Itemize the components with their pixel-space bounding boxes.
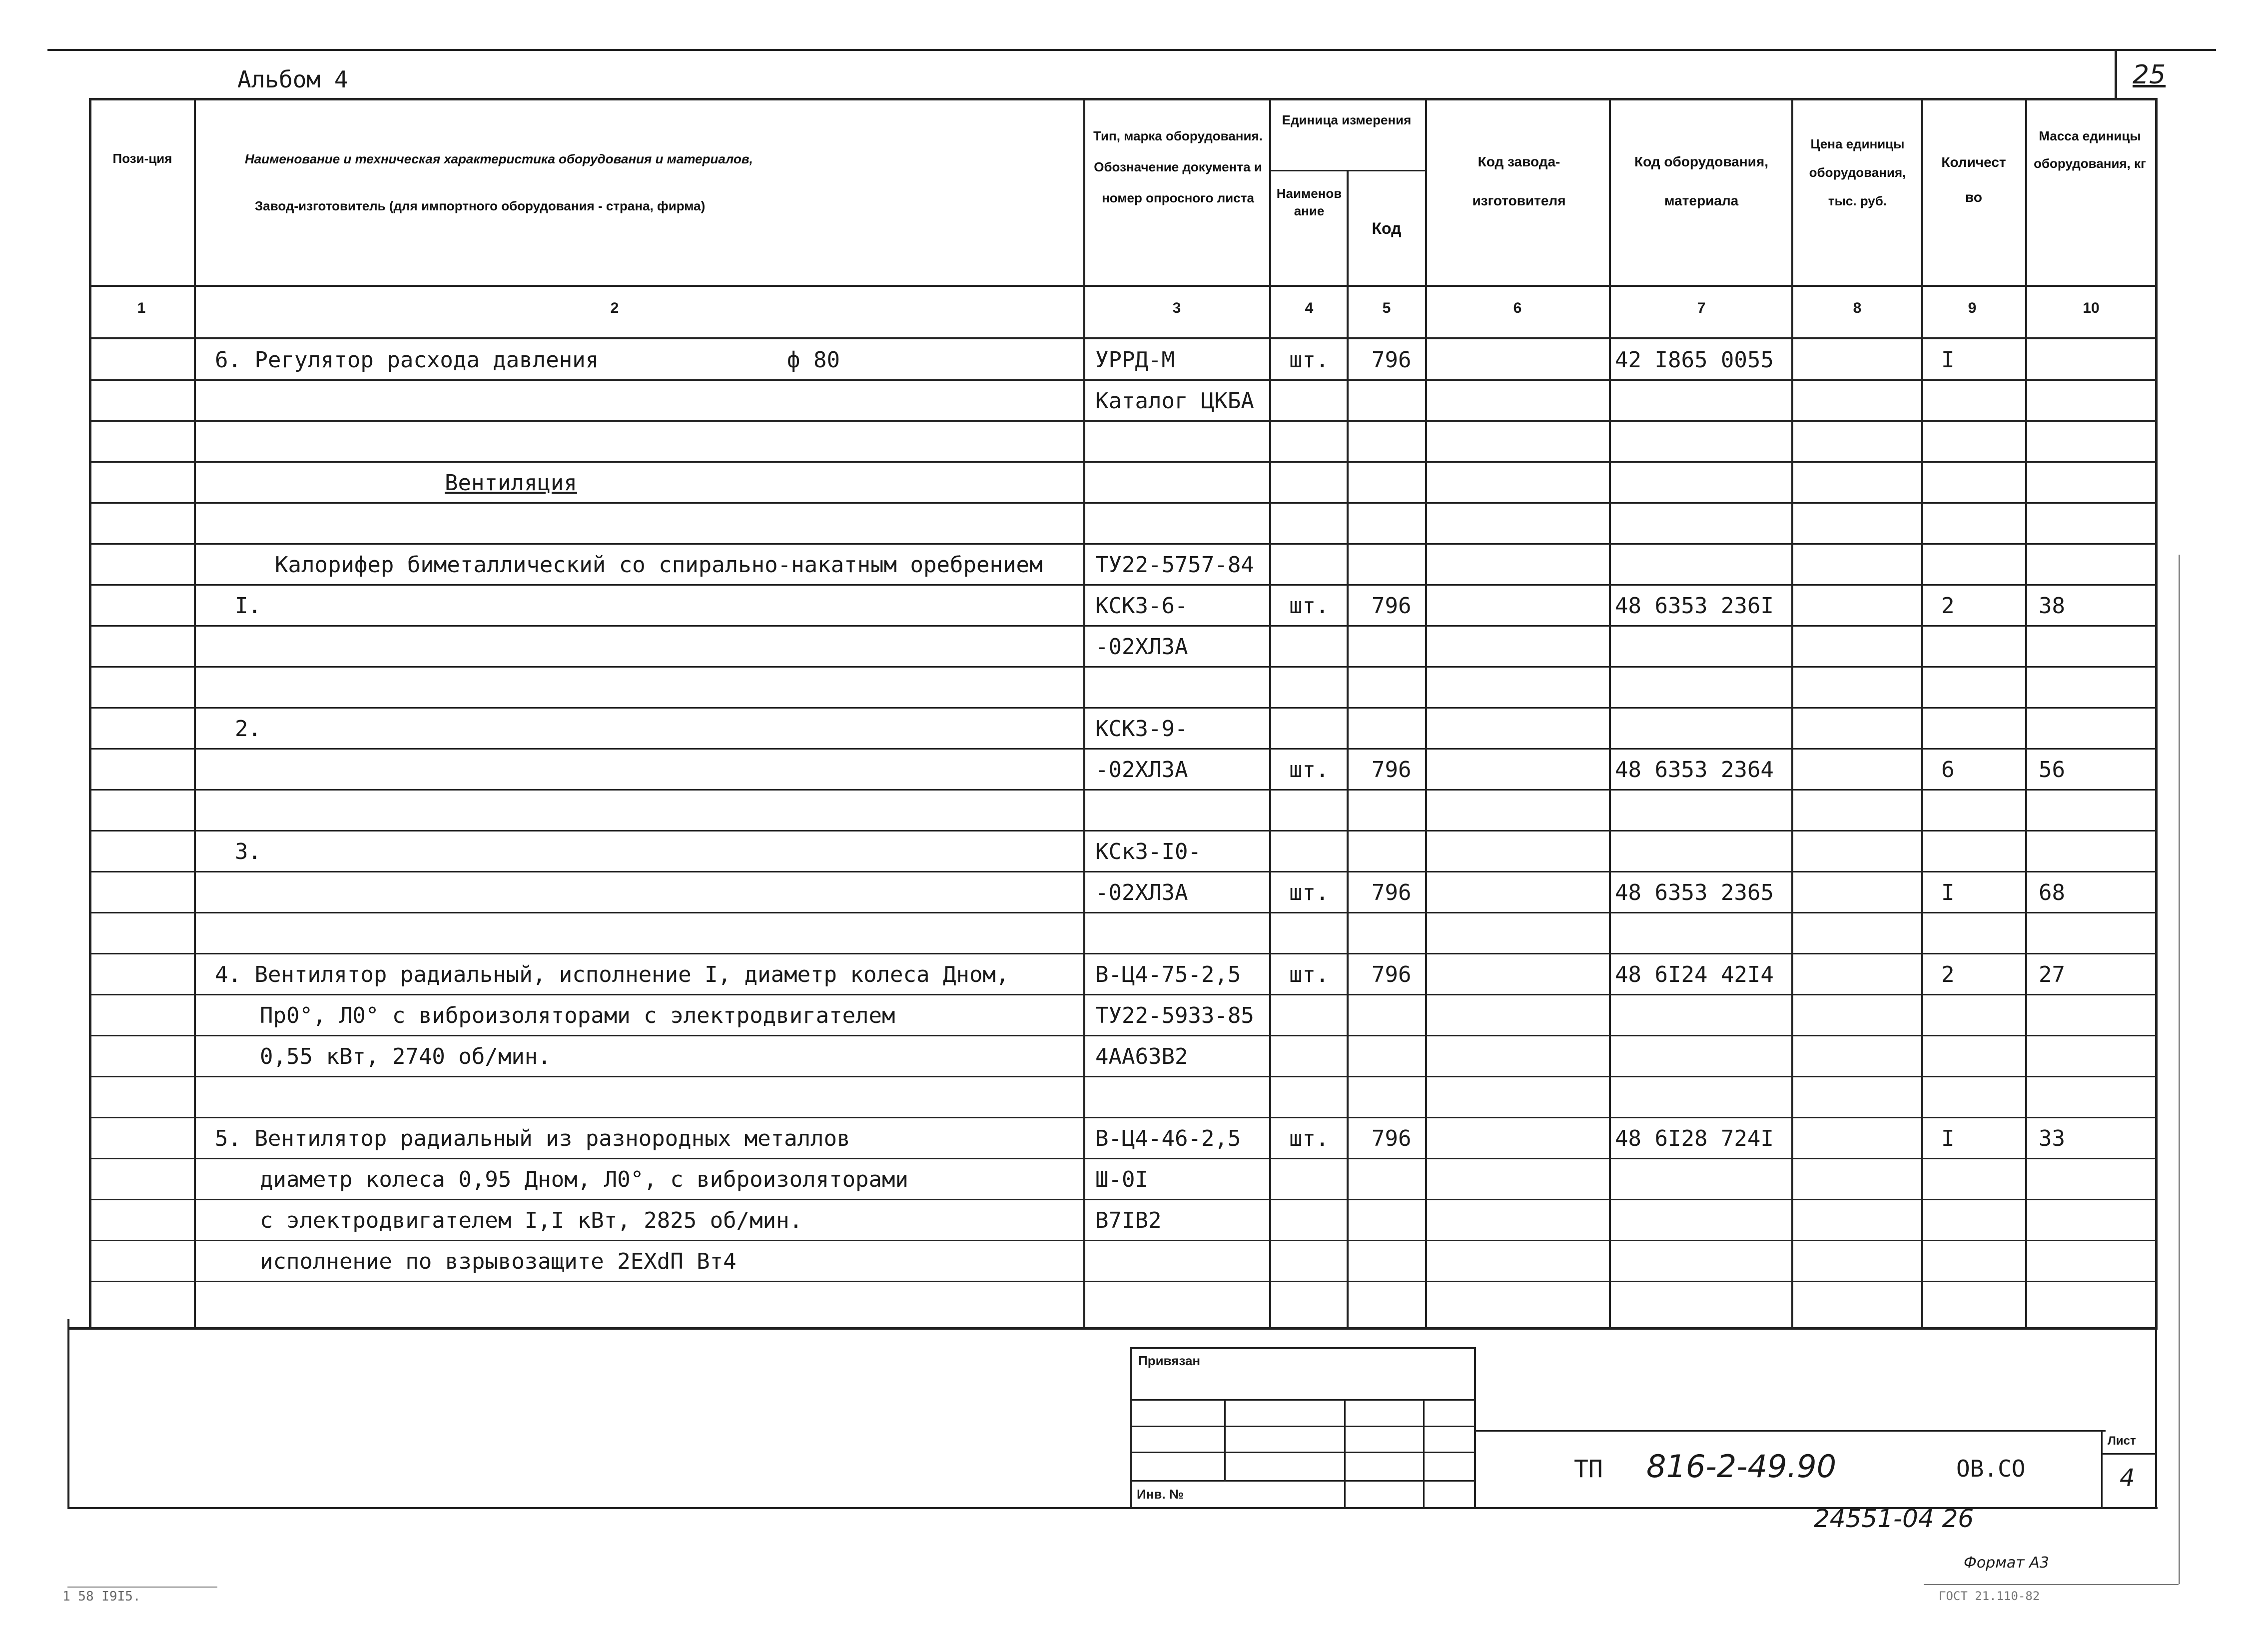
cell-mass: 68 (2039, 880, 2065, 905)
table-row (0, 463, 2243, 504)
doc-suffix: ОВ.СО (1956, 1455, 2026, 1482)
table-row (0, 831, 2243, 872)
header-bottom-line (89, 285, 2158, 287)
cell-name: 0,55 кВт, 2740 об/мин. (260, 1044, 551, 1069)
table-row (0, 627, 2243, 668)
cell-type: ТУ22-5933-85 (1095, 1003, 1254, 1028)
table-row (0, 1036, 2243, 1077)
header-equipment-code: Код оборудования, материала (1634, 154, 1769, 209)
cell-mass: 38 (2039, 593, 2065, 619)
stamp-col3 (1423, 1399, 1425, 1509)
cell-equip-code: 48 6353 236I (1615, 593, 1774, 619)
table-row (0, 1241, 2243, 1282)
cell-qty: I (1941, 880, 1955, 905)
cell-type: -02ХЛ3А (1095, 634, 1188, 660)
cell-code: 796 (1372, 962, 1412, 987)
cell-equip-code: 42 I865 0055 (1615, 347, 1774, 373)
cell-type: В-Ц4-46-2,5 (1095, 1126, 1241, 1151)
colnum-10: 10 (2083, 300, 2100, 316)
table-row (0, 995, 2243, 1036)
cell-type: УРРД-М (1095, 347, 1175, 373)
table-row (0, 1159, 2243, 1200)
sheet-label: Лист (2108, 1434, 2136, 1448)
header-position: Пози-ция (112, 151, 172, 166)
format-label: Формат А3 (1964, 1554, 2049, 1572)
cell-type: Ш-0I (1095, 1167, 1148, 1192)
colnum-9: 9 (1968, 300, 1977, 316)
cell-extra: ф 80 (787, 347, 840, 373)
cell-code: 796 (1372, 757, 1412, 783)
colnum-2: 2 (610, 300, 619, 316)
cell-unit: шт. (1289, 347, 1329, 373)
cell-equip-code: 48 6I28 724I (1615, 1126, 1774, 1151)
cell-type: КСк3-I0- (1095, 839, 1201, 864)
archive-number: 24551-04 26 (1814, 1504, 1974, 1533)
top-rule (47, 49, 2216, 51)
header-unit-code: Код (1372, 219, 1402, 237)
table-row (0, 504, 2243, 545)
colnum-5: 5 (1382, 300, 1391, 316)
album-title: Альбом 4 (237, 66, 348, 93)
footer-left-code: 1 58 I9I5. (62, 1589, 141, 1604)
title-block-top (1476, 1430, 2106, 1432)
cell-qty: I (1941, 1126, 1955, 1151)
table-row (0, 709, 2243, 750)
unit-subheader-line (1269, 170, 1427, 171)
cell-type: 4АА63В2 (1095, 1044, 1188, 1069)
table-row (0, 954, 2243, 995)
stamp-right (1474, 1347, 1476, 1509)
header-unit: Единица измерения (1282, 112, 1412, 127)
outer-right-edge (2155, 1324, 2157, 1509)
spec-table-body (0, 340, 2243, 1327)
cell-name: исполнение по взрывозащите 2ЕХdП Вт4 (260, 1249, 737, 1274)
stamp-attached-label: Привязан (1138, 1353, 1201, 1368)
table-row (0, 872, 2243, 913)
header-unit-name: Наименование (1276, 186, 1342, 219)
sheet-box-left (2101, 1430, 2103, 1509)
stamp-col1 (1224, 1399, 1226, 1480)
colnum-bottom-line (89, 337, 2158, 339)
footer-rule-right (1924, 1584, 2179, 1585)
cell-name: I. (235, 593, 261, 619)
cell-unit: шт. (1289, 962, 1329, 987)
cell-equip-code: 48 6353 2364 (1615, 757, 1774, 783)
cell-name: Вентиляция (445, 470, 577, 496)
cell-name: Пр0°, Л0° с виброизоляторами с электродвигателем (260, 1003, 895, 1028)
page-number-divider (2115, 49, 2117, 99)
colnum-4: 4 (1305, 300, 1314, 316)
sheet-number: 4 (2120, 1464, 2135, 1492)
cell-qty: 6 (1941, 757, 1955, 783)
cell-type: В7IВ2 (1095, 1208, 1162, 1233)
colnum-6: 6 (1513, 300, 1522, 316)
cell-qty: 2 (1941, 962, 1955, 987)
header-type: Тип, марка оборудования. Обозначение документа и номер опросного листа (1093, 128, 1263, 205)
cell-type: Каталог ЦКБА (1095, 388, 1254, 414)
stamp-top (1130, 1347, 1476, 1349)
cell-unit: шт. (1289, 593, 1329, 619)
table-row (0, 791, 2243, 831)
header-quantity: Количество (1941, 154, 2006, 205)
outer-left-edge (67, 1319, 69, 1509)
cell-type: В-Ц4-75-2,5 (1095, 962, 1241, 987)
table-row (0, 1200, 2243, 1241)
cell-code: 796 (1372, 347, 1412, 373)
stamp-col2 (1344, 1399, 1346, 1509)
sheet-box-mid (2101, 1453, 2156, 1455)
cell-name: Калорифер биметаллический со спирально-накатным оребрением (275, 552, 1043, 578)
page-number: 25 (2133, 60, 2166, 90)
table-row (0, 545, 2243, 586)
header-mass: Масса единицы оборудования, кг (2034, 128, 2146, 171)
colnum-7: 7 (1697, 300, 1706, 316)
cell-name: 5. Вентилятор радиальный из разнородных металлов (215, 1126, 850, 1151)
cell-code: 796 (1372, 880, 1412, 905)
frame-top (89, 98, 2158, 100)
doc-prefix: ТП (1574, 1455, 1603, 1483)
colnum-3: 3 (1172, 300, 1181, 316)
cell-equip-code: 48 6353 2365 (1615, 880, 1774, 905)
cell-name: диаметр колеса 0,95 Дном, Л0°, с виброизоляторами (260, 1167, 909, 1192)
table-row (0, 1077, 2243, 1118)
cell-mass: 33 (2039, 1126, 2065, 1151)
cell-type: -02ХЛ3А (1095, 880, 1188, 905)
footer-rule-left (67, 1587, 217, 1588)
cell-mass: 56 (2039, 757, 2065, 783)
cell-type: -02ХЛ3А (1095, 757, 1188, 783)
cell-type: КСК3-6- (1095, 593, 1188, 619)
colnum-1: 1 (137, 300, 146, 316)
table-row (0, 340, 2243, 381)
cell-qty: 2 (1941, 593, 1955, 619)
footer-right-code: ГОСТ 21.110-82 (1939, 1589, 2040, 1603)
cell-name: 4. Вентилятор радиальный, исполнение I, диаметр колеса Дном, (215, 962, 1009, 987)
cell-mass: 27 (2039, 962, 2065, 987)
cell-type: КСК3-9- (1095, 716, 1188, 742)
table-row (0, 586, 2243, 627)
cell-code: 796 (1372, 593, 1412, 619)
cell-name: 2. (235, 716, 261, 742)
cell-unit: шт. (1289, 1126, 1329, 1151)
doc-number: 816-2-49.90 (1646, 1448, 1837, 1485)
table-row (0, 1118, 2243, 1159)
table-row (0, 422, 2243, 463)
table-row (0, 381, 2243, 422)
table-row (0, 913, 2243, 954)
cell-name: 3. (235, 839, 261, 864)
frame-bottom (67, 1327, 2158, 1330)
cell-equip-code: 48 6I24 42I4 (1615, 962, 1774, 987)
header-name-line1: Наименование и техническая характеристика оборудования и материалов, (245, 151, 753, 166)
cell-name: с электродвигателем I,I кВт, 2825 об/мин. (260, 1208, 803, 1233)
cell-code: 796 (1372, 1126, 1412, 1151)
stamp-inventory-label: Инв. № (1137, 1487, 1184, 1502)
cell-unit: шт. (1289, 757, 1329, 783)
cell-unit: шт. (1289, 880, 1329, 905)
header-name-line2: Завод-изготовитель (для импортного оборудования - страна, фирма) (255, 198, 706, 213)
header-factory-code: Код завода-изготовителя (1472, 154, 1566, 209)
cell-name: 6. Регулятор расхода давления (215, 347, 599, 373)
cell-qty: I (1941, 347, 1955, 373)
stamp-left (1130, 1347, 1132, 1509)
cell-type: ТУ22-5757-84 (1095, 552, 1254, 578)
colnum-8: 8 (1853, 300, 1862, 316)
table-row (0, 750, 2243, 791)
table-row (0, 668, 2243, 709)
header-price: Цена единицы оборудования, тыс. руб. (1809, 136, 1906, 209)
